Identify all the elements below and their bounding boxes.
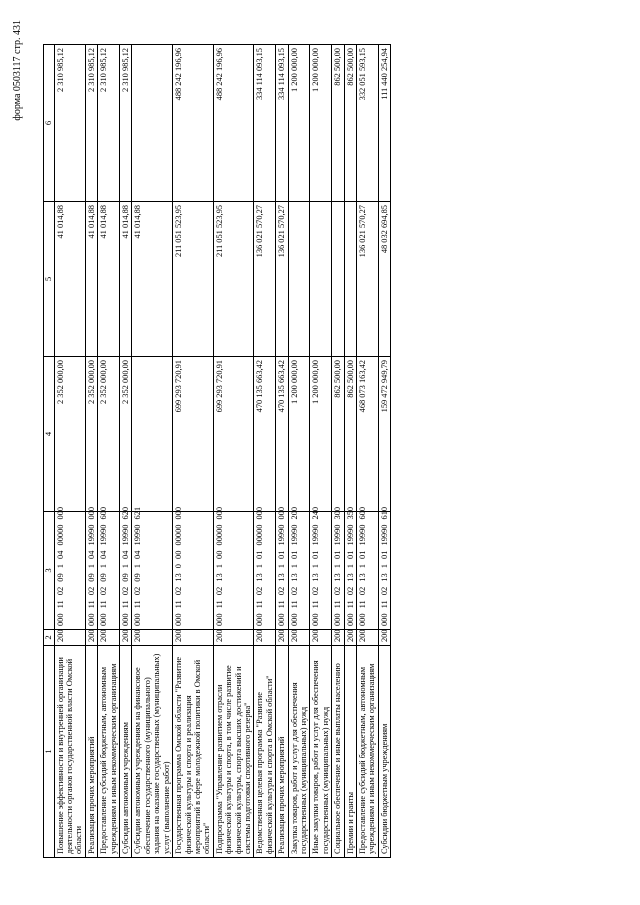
budget-code-cell: 000 11 02 13 1 01 19990 600 [357, 512, 379, 630]
row-name-cell: Субсидии бюджетным учреждениям [378, 646, 390, 858]
budget-code-cell: 000 11 02 09 1 04 19990 620 [120, 512, 132, 630]
row-name-cell: Подпрограмма "Управление развитием отрасли физической культуры и спорта, в том числе развитие физической культуры, спорта высших достижений и системы подготовки спортивного резерва" [213, 646, 254, 858]
approved-amount-cell: 2 352 000,00 [120, 357, 132, 512]
line-code-cell: 200 [344, 630, 356, 646]
unexecuted-amount-cell: 488 242 196,96 [173, 45, 214, 202]
unexecuted-amount-cell: 2 310 985,12 [98, 45, 120, 202]
executed-amount-cell: 211 051 523,95 [213, 202, 254, 357]
column-number-row [44, 45, 55, 858]
table-row [254, 45, 276, 858]
approved-amount-cell: 159 472 949,79 [378, 357, 390, 512]
budget-code-cell: 000 11 02 13 1 01 19990 000 [276, 512, 288, 630]
column-header: 3 [44, 512, 55, 630]
row-name-cell: Реализация прочих мероприятий [276, 646, 288, 858]
table-row [288, 45, 310, 858]
unexecuted-amount-cell: 2 310 985,12 [85, 45, 97, 202]
line-code-cell: 200 [213, 630, 254, 646]
approved-amount-cell: 2 352 000,00 [98, 357, 120, 512]
unexecuted-amount-cell: 2 310 985,12 [120, 45, 132, 202]
approved-amount-cell: 1 200 000,00 [288, 357, 310, 512]
budget-code-cell: 000 11 02 09 1 04 00000 000 [54, 512, 85, 630]
line-code-cell: 200 [288, 630, 310, 646]
executed-amount-cell: 136 021 570,27 [276, 202, 288, 357]
table-row [310, 45, 332, 858]
column-header: 2 [44, 630, 55, 646]
approved-amount-cell: 2 352 000,00 [54, 357, 85, 512]
table-body [54, 45, 391, 858]
line-code-cell: 200 [254, 630, 276, 646]
budget-code-cell: 000 11 02 13 1 01 00000 000 [254, 512, 276, 630]
executed-amount-cell: 41 014,88 [132, 202, 173, 357]
budget-code-cell: 000 11 02 09 1 04 19990 000 [85, 512, 97, 630]
executed-amount-cell [344, 202, 356, 357]
unexecuted-amount-cell: 111 440 254,94 [378, 45, 390, 202]
executed-amount-cell [332, 202, 344, 357]
approved-amount-cell: 699 293 720,91 [213, 357, 254, 512]
report-table [43, 44, 391, 858]
approved-amount-cell: 2 352 000,00 [85, 357, 97, 512]
table-row [332, 45, 344, 858]
unexecuted-amount-cell: 332 051 593,15 [357, 45, 379, 202]
executed-amount-cell: 136 021 570,27 [254, 202, 276, 357]
executed-amount-cell: 41 014,88 [54, 202, 85, 357]
executed-amount-cell: 211 051 523,95 [173, 202, 214, 357]
line-code-cell: 200 [276, 630, 288, 646]
line-code-cell: 200 [357, 630, 379, 646]
line-code-cell: 200 [54, 630, 85, 646]
budget-code-cell: 000 11 02 13 1 01 19990 300 [332, 512, 344, 630]
table-row [120, 45, 132, 858]
column-header: 5 [44, 202, 55, 357]
row-name-cell: Повышение эффективности и внутренней организации деятельности органов государственной власти Омской области [54, 646, 85, 858]
line-code-cell: 200 [332, 630, 344, 646]
budget-code-cell: 000 11 02 13 1 01 19990 240 [310, 512, 332, 630]
column-header: 4 [44, 357, 55, 512]
row-name-cell: Предоставление субсидий бюджетным, автономным учреждениям и иным некоммерческим организациям [98, 646, 120, 858]
executed-amount-cell: 41 014,88 [98, 202, 120, 357]
executed-amount-cell [310, 202, 332, 357]
budget-code-cell: 000 11 02 13 0 00 00000 000 [173, 512, 214, 630]
table-row [357, 45, 379, 858]
unexecuted-amount-cell: 1 200 000,00 [310, 45, 332, 202]
executed-amount-cell: 48 032 694,85 [378, 202, 390, 357]
executed-amount-cell [288, 202, 310, 357]
row-name-cell: Субсидии автономным учреждениям на финансовое обеспечение государственного (муниципального) задания на оказание государственных (муниципальных) услуг (выполнение работ) [132, 646, 173, 858]
unexecuted-amount-cell: 488 242 196,96 [213, 45, 254, 202]
line-code-cell: 200 [173, 630, 214, 646]
budget-code-cell: 000 11 02 09 1 04 19990 621 [132, 512, 173, 630]
line-code-cell: 200 [85, 630, 97, 646]
column-header: 1 [44, 646, 55, 858]
form-label: форма 0503117 стр. 431 [12, 20, 23, 121]
approved-amount-cell: 468 073 163,42 [357, 357, 379, 512]
table-row [378, 45, 390, 858]
approved-amount-cell: 699 293 720,91 [173, 357, 214, 512]
line-code-cell: 200 [310, 630, 332, 646]
unexecuted-amount-cell: 334 114 093,15 [254, 45, 276, 202]
budget-code-cell: 000 11 02 13 1 01 19990 350 [344, 512, 356, 630]
column-header: 6 [44, 45, 55, 202]
line-code-cell: 200 [98, 630, 120, 646]
executed-amount-cell: 41 014,88 [85, 202, 97, 357]
line-code-cell: 200 [120, 630, 132, 646]
row-name-cell: Предоставление субсидий бюджетным, автономным учреждениям и иным некоммерческим организациям [357, 646, 379, 858]
executed-amount-cell: 41 014,88 [120, 202, 132, 357]
row-name-cell: Премии и гранты [344, 646, 356, 858]
row-name-cell: Ведомственная целевая программа "Развитие физической культуры и спорта в Омской области" [254, 646, 276, 858]
table-row [276, 45, 288, 858]
budget-code-cell: 000 11 02 13 1 01 19990 610 [378, 512, 390, 630]
unexecuted-amount-cell: 1 200 000,00 [288, 45, 310, 202]
row-name-cell: Реализация прочих мероприятий [85, 646, 97, 858]
approved-amount-cell: 1 200 000,00 [310, 357, 332, 512]
row-name-cell: Закупка товаров, работ и услуг для обеспечения государственных (муниципальных) нужд [288, 646, 310, 858]
unexecuted-amount-cell: 862 500,00 [332, 45, 344, 202]
unexecuted-amount-cell: 334 114 093,15 [276, 45, 288, 202]
row-name-cell: Государственная программа Омской области "Развитие физической культуры и спорта и реализация мероприятий в сфере молодежной политики в Омской области" [173, 646, 214, 858]
row-name-cell: Социальное обеспечение и иные выплаты населению [332, 646, 344, 858]
approved-amount-cell: 470 135 663,42 [254, 357, 276, 512]
row-name-cell: Иные закупки товаров, работ и услуг для обеспечения государственных (муниципальных) нужд [310, 646, 332, 858]
row-name-cell: Субсидии автономным учреждениям [120, 646, 132, 858]
table-row [213, 45, 254, 858]
table-row [85, 45, 97, 858]
executed-amount-cell: 136 021 570,27 [357, 202, 379, 357]
budget-code-cell: 000 11 02 09 1 04 19990 600 [98, 512, 120, 630]
budget-code-cell: 000 11 02 13 1 01 19990 200 [288, 512, 310, 630]
line-code-cell: 200 [378, 630, 390, 646]
table-row [98, 45, 120, 858]
table-row [132, 45, 173, 858]
unexecuted-amount-cell: 2 310 985,12 [54, 45, 85, 202]
unexecuted-amount-cell [132, 45, 173, 202]
approved-amount-cell: 470 135 663,42 [276, 357, 288, 512]
line-code-cell: 200 [132, 630, 173, 646]
table-row [54, 45, 85, 858]
approved-amount-cell: 862 500,00 [344, 357, 356, 512]
table-row [173, 45, 214, 858]
unexecuted-amount-cell: 862 500,00 [344, 45, 356, 202]
budget-code-cell: 000 11 02 13 1 00 00000 000 [213, 512, 254, 630]
table-row [344, 45, 356, 858]
approved-amount-cell [132, 357, 173, 512]
approved-amount-cell: 862 500,00 [332, 357, 344, 512]
